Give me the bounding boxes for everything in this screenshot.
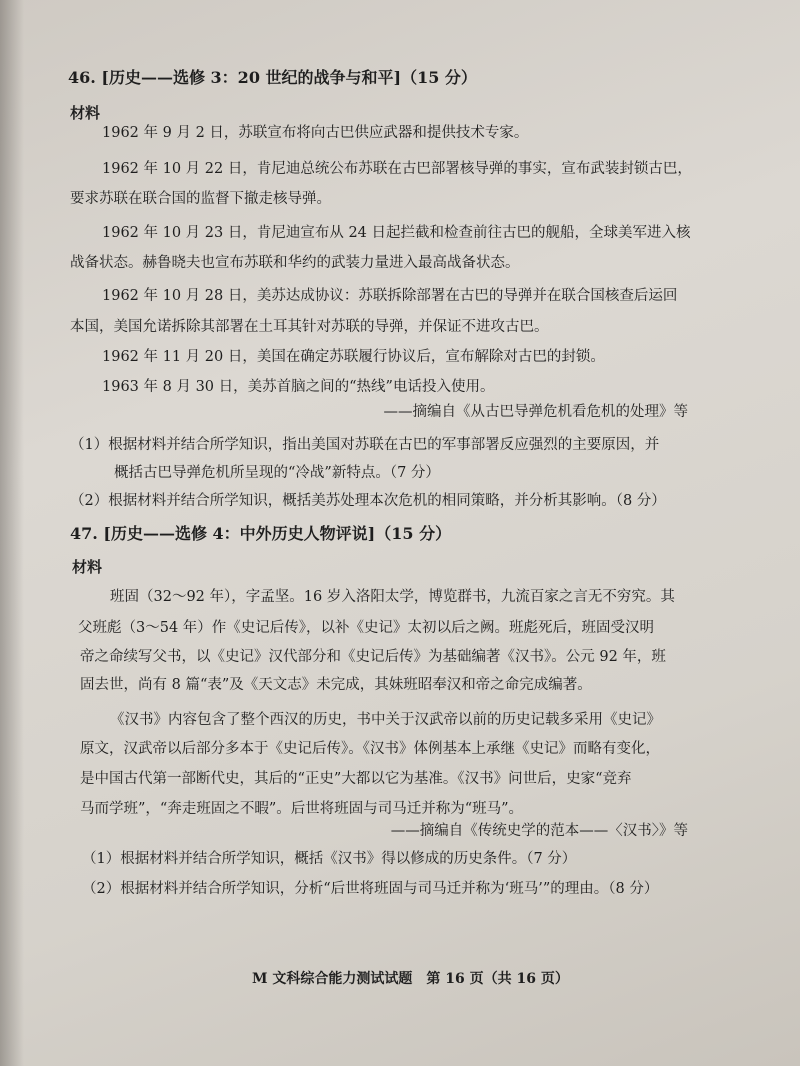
q46-material-label: 材料	[70, 104, 101, 122]
q47-sub1: （1）根据材料并结合所学知识，概括《汉书》得以修成的历史条件。（7 分）	[82, 851, 577, 867]
q46-para-5: 1962 年 11 月 20 日，美国在确定苏联履行协议后，宣布解除对古巴的封锁。	[102, 349, 605, 365]
q46-para-2: 1962 年 10 月 22 日，肯尼迪总统公布苏联在古巴部署核导弹的事实，宣布武装封锁古巴，	[102, 161, 692, 177]
q47-para-1: 班固（32～92 年），字孟坚。16 岁入洛阳太学，博览群书，九流百家之言无不穷究。其	[110, 589, 675, 605]
q47-sub2: （2）根据材料并结合所学知识，分析“后世将班固与司马迁并称为‘班马’”的理由。（8 分）	[82, 881, 659, 897]
q46-title: 46. [历史——选修 3：20 世纪的战争与和平]（15 分）	[68, 68, 477, 87]
q46-source: ——摘编自《从古巴导弹危机看危机的处理》等	[383, 404, 688, 420]
q47-title: 47. [历史——选修 4：中外历史人物评说]（15 分）	[70, 524, 452, 543]
q46-para-1: 1962 年 9 月 2 日，苏联宣布将向古巴供应武器和提供技术专家。	[102, 125, 529, 141]
q47-para-5: 《汉书》内容包含了整个西汉的历史，书中关于汉武帝以前的历史记载多采用《史记》	[110, 712, 661, 728]
q46-sub1-line1: （1）根据材料并结合所学知识，指出美国对苏联在古巴的军事部署反应强烈的主要原因，并	[70, 437, 660, 453]
q47-material-label: 材料	[72, 558, 103, 576]
q47-source: ——摘编自《传统史学的范本——〈汉书〉》等	[390, 823, 688, 839]
q46-para-2b: 要求苏联在联合国的监督下撤走核导弹。	[70, 191, 331, 207]
q46-para-4: 1962 年 10 月 28 日，美苏达成协议：苏联拆除部署在古巴的导弹并在联合国核查后运回	[102, 288, 678, 304]
page-footer: M 文科综合能力测试试题 第 16 页（共 16 页）	[252, 971, 569, 987]
q46-para-3b: 战备状态。赫鲁晓夫也宣布苏联和华约的武装力量进入最高战备状态。	[70, 255, 520, 271]
q46-sub2: （2）根据材料并结合所学知识，概括美苏处理本次危机的相同策略，并分析其影响。（8 分）	[70, 493, 666, 509]
page-shadow	[0, 0, 24, 1066]
q47-para-4: 固去世，尚有 8 篇“表”及《天文志》未完成，其妹班昭奉汉和帝之命完成编著。	[80, 677, 592, 693]
q46-para-6: 1963 年 8 月 30 日，美苏首脑之间的“热线”电话投入使用。	[102, 379, 495, 395]
q47-para-2: 父班彪（3～54 年）作《史记后传》，以补《史记》太初以后之阙。班彪死后，班固受汉明	[78, 620, 655, 636]
q46-sub1-line2: 概括古巴导弹危机所呈现的“冷战”新特点。（7 分）	[114, 465, 440, 481]
q47-para-7: 是中国古代第一部断代史，其后的“正史”大都以它为基准。《汉书》问世后，史家“竞弃	[80, 771, 632, 787]
q46-para-4b: 本国，美国允诺拆除其部署在土耳其针对苏联的导弹，并保证不进攻古巴。	[70, 319, 549, 335]
q47-para-3: 帝之命续写父书，以《史记》汉代部分和《史记后传》为基础编著《汉书》。公元 92 年，班	[80, 649, 666, 665]
q47-para-8: 马而学班”，“奔走班固之不暇”。后世将班固与司马迁并称为“班马”。	[80, 801, 524, 817]
q46-para-3: 1962 年 10 月 23 日，肯尼迪宣布从 24 日起拦截和检查前往古巴的舰船，全球美军进入核	[102, 225, 691, 241]
q47-para-6: 原文，汉武帝以后部分多本于《史记后传》。《汉书》体例基本上承继《史记》而略有变化，	[80, 741, 660, 757]
